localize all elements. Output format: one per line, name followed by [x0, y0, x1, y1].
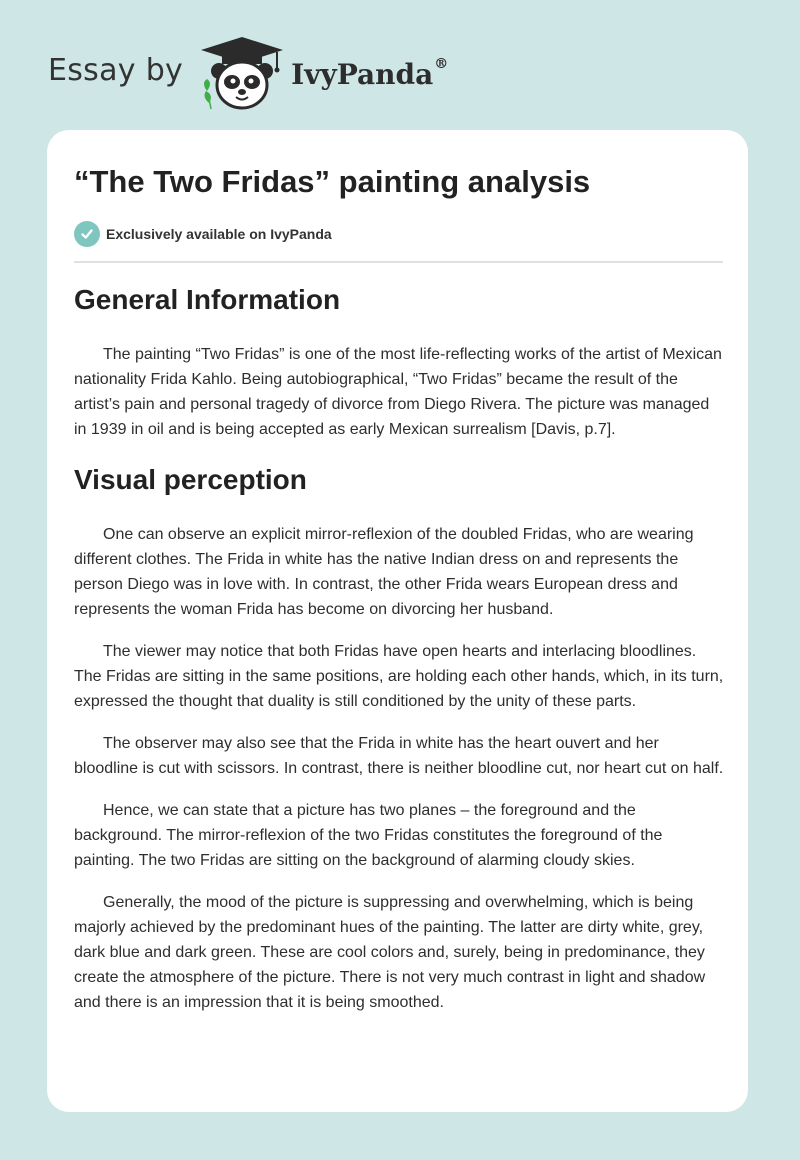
article-card — [47, 130, 748, 1112]
brand-name[interactable] — [291, 55, 449, 91]
availability-badge — [74, 221, 332, 247]
check-circle-icon — [74, 221, 100, 247]
panda-graduate-icon[interactable] — [199, 35, 285, 111]
article-body — [74, 282, 724, 1032]
availability-text: Exclusively available on IvyPanda — [106, 226, 332, 242]
brand-text: IvyPanda — [291, 57, 434, 91]
paragraph: One can observe an explicit mirror-reflexion of the doubled Fridas, who are wearing different clothes. The Frida in white has the native Indian dress on and represents the person Diego was in love with. In contrast, the other Frida wears European dress and represents the woman Frida has become on divorcing her husband. — [74, 526, 694, 618]
paragraph: The painting “Two Fridas” is one of the most life-reflecting works of the artist of Mexican nationality Frida Kahlo. Being autobiographical, “Two Fridas” became the result of the artist’s pain and personal tragedy of divorce from Diego Rivera. The picture was managed in 1939 in oil and is being accepted as early Mexican surrealism [Davis, p.7]. — [74, 346, 722, 438]
title-divider — [74, 261, 723, 263]
paragraph: The viewer may notice that both Fridas have open hearts and interlacing bloodlines. The Fridas are sitting in the same positions, are holding each other hands, which, in its turn, expressed the thought that duality is still conditioned by the unity of these parts. — [74, 643, 724, 710]
site-header — [48, 34, 448, 112]
registered-mark: ® — [434, 55, 449, 72]
paragraph: Hence, we can state that a picture has two planes – the foreground and the background. The mirror-reflexion of the two Fridas constitutes the foreground of the painting. The two Fridas are sitting on the background of alarming cloudy skies. — [74, 802, 663, 869]
ivy-leaf-icon — [204, 79, 211, 109]
page-title: “The Two Fridas” painting analysis — [74, 164, 591, 199]
paragraph: The observer may also see that the Frida in white has the heart ouvert and her bloodline is cut with scissors. In contrast, there is neither bloodline cut, nor heart cut on half. — [74, 735, 724, 777]
paragraph: Generally, the mood of the picture is suppressing and overwhelming, which is being majorly achieved by the predominant hues of the painting. The latter are dirty white, grey, dark blue and dark green. These are cool colors and, surely, being in predominance, they create the atmosphere of the picture. There is not very much contrast in light and shadow and there is an impression that it is being smoothed. — [74, 894, 706, 1011]
section-heading: General Information — [74, 284, 341, 315]
essay-by-label: Essay by — [48, 52, 184, 88]
section-heading: Visual perception — [74, 464, 307, 495]
